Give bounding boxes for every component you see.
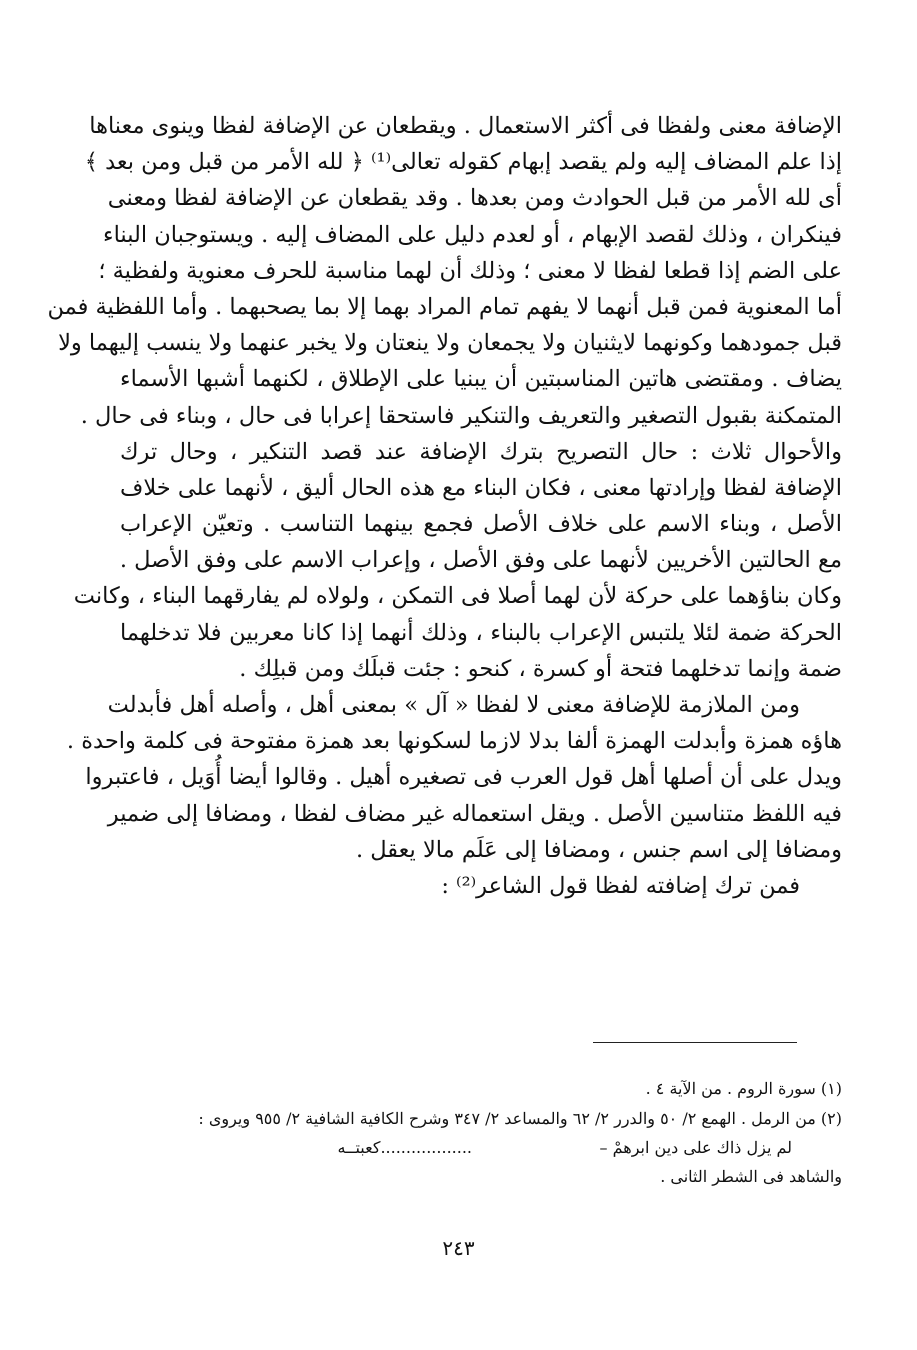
text-line: ضمة وإنما تدخلهما فتحة أو كسرة ، كنحو : جئت قبلَك ومن قبلِك . bbox=[239, 655, 842, 682]
text-line: وكان بناؤهما على حركة لأن لهما أصلا فى التمكن ، ولولاه لم يفارقهما البناء ، وكانت bbox=[73, 583, 842, 610]
footnotes bbox=[120, 1074, 842, 1192]
text-line: قبل جمودهما وكونهما لايثنيان ولا يجمعان ولا ينعتان ولا يخبر عنهما ولا ينسب إليهما ولا bbox=[58, 330, 842, 357]
text-line: الحركة ضمة لئلا يلتبس الإعراب بالبناء ، وذلك أنهما إذا كانا معربين فلا تدخلهما bbox=[120, 619, 842, 646]
text-line: الإضافة معنى ولفظا فى أكثر الاستعمال . ويقطعان عن الإضافة لفظا وينوى معناها bbox=[89, 113, 842, 139]
main-text bbox=[47, 108, 842, 904]
text-line: أى لله الأمر من قبل الحوادث ومن بعدها . وقد يقطعان عن الإضافة لفظا ومعنى bbox=[107, 185, 842, 212]
verse-hemistich-right: لم يزل ذاك على دين ابرهمْ – bbox=[599, 1138, 792, 1157]
text-line: مع الحالتين الأخريين لأنهما على وفق الأصل ، وإعراب الاسم على وفق الأصل . bbox=[119, 547, 842, 574]
footnote-verse bbox=[120, 1134, 842, 1162]
footnote-2: (٢) من الرمل . الهمع ٢/ ٥٠ والدرر ٢/ ٦٢ والمساعد ٢/ ٣٤٧ وشرح الكافية الشافية ٢/ ٩٥٥ ويروى : bbox=[198, 1109, 842, 1128]
footnote-1: (١) سورة الروم . من الآية ٤ . bbox=[645, 1079, 842, 1098]
text-line: أما المعنوية فمن قبل أنهما لا يفهم تمام المراد بهما إلا بما يصحبهما . وأما اللفظية فمن bbox=[47, 293, 842, 320]
text-line: فينكران ، وذلك لقصد الإبهام ، أو لعدم دليل على المضاف إليه . ويستوجبان البناء bbox=[103, 221, 842, 248]
text-line: المتمكنة بقبول التصغير والتعريف والتنكير فاستحقا إعرابا فى حال ، وبناء فى حال . bbox=[80, 402, 842, 429]
verse-hemistich-left: ..................كعبتــه bbox=[337, 1138, 472, 1157]
text-line: هاؤه همزة وأبدلت الهمزة ألفا بدلا لازما لسكونها بعد همزة مفتوحة فى كلمة واحدة . bbox=[66, 728, 842, 755]
page-number: ٢٤٣ bbox=[442, 1236, 475, 1260]
text-line: والأحوال ثلاث : حال التصريح بترك الإضافة عند قصد التنكير ، وحال ترك bbox=[120, 438, 842, 465]
text-line: إذا علم المضاف إليه ولم يقصد إبهام كقوله تعالى⁽¹⁾ ﴿ لله الأمر من قبل ومن بعد ﴾ bbox=[84, 149, 842, 176]
text-line: ومضافا إلى اسم جنس ، ومضافا إلى عَلَم مالا يعقل . bbox=[355, 836, 842, 863]
text-line: يضاف . ومقتضى هاتين المناسبتين أن يبنيا على الإطلاق ، لكنهما أشبها الأسماء bbox=[120, 366, 842, 393]
text-line: ويدل على أن أصلها أهل قول العرب فى تصغيره أهيل . وقالوا أيضا أُوَيل ، فاعتبروا bbox=[85, 764, 842, 791]
text-line: فمن ترك إضافته لفظا قول الشاعر⁽²⁾ : bbox=[441, 872, 800, 899]
footnote-2-end: والشاهد فى الشطر الثانى . bbox=[660, 1167, 842, 1186]
text-line: فيه اللفظ متناسين الأصل . ويقل استعماله غير مضاف لفظا ، ومضافا إلى ضمير bbox=[107, 800, 842, 827]
text-line: الإضافة لفظا وإرادتها معنى ، فكان البناء مع هذه الحال أليق ، لأنهما على خلاف bbox=[120, 474, 842, 501]
text-line: ومن الملازمة للإضافة معنى لا لفظا « آل » بمعنى أهل ، وأصله أهل فأبدلت bbox=[107, 692, 800, 718]
text-line: على الضم إذا قطعا لفظا لا معنى ؛ وذلك أن لهما مناسبة للحرف معنوية ولفظية ؛ bbox=[98, 257, 842, 284]
text-line: الأصل ، وبناء الاسم على خلاف الأصل فجمع بينهما التناسب . وتعيّن الإعراب bbox=[120, 511, 842, 538]
footnote-separator bbox=[593, 1042, 797, 1043]
